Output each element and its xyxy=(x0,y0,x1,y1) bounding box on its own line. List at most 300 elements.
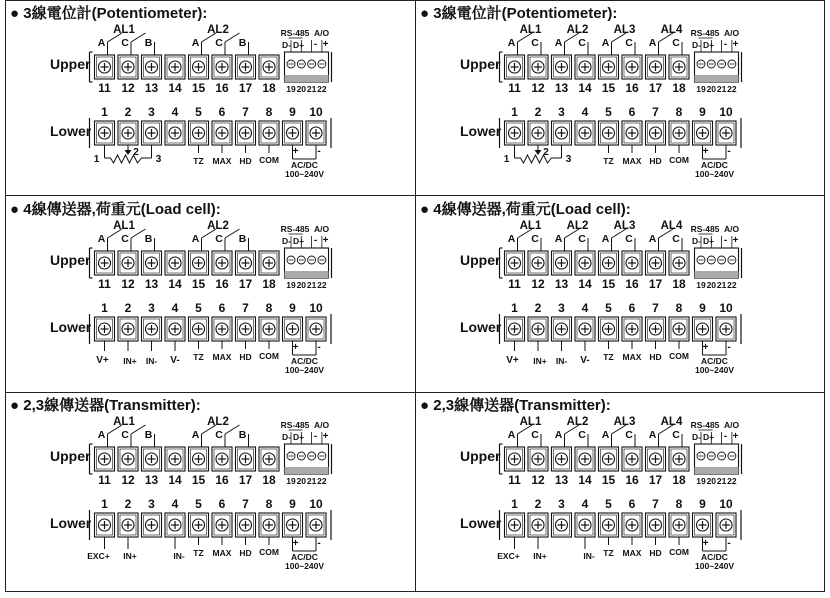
max-label: MAX xyxy=(212,156,232,166)
upper-terminal-number: 21 xyxy=(716,84,727,94)
lower-terminal-number: 8 xyxy=(675,497,683,511)
lower-terminal-number: 10 xyxy=(719,105,733,119)
screw-terminal xyxy=(528,55,548,79)
relay-letter-b: B xyxy=(144,37,153,49)
relay-letter-b: B xyxy=(238,37,247,49)
wiring-panel xyxy=(420,200,742,375)
screw-terminal xyxy=(142,55,162,79)
d-minus-label: D- xyxy=(282,40,291,50)
upper-terminal-number: 14 xyxy=(578,277,592,291)
relay-letter-c: C xyxy=(578,37,586,49)
lower-terminal-number: 8 xyxy=(265,105,273,119)
relay-letter-a: A xyxy=(601,233,610,245)
screw-terminal xyxy=(95,513,115,537)
upper-terminal-number: 11 xyxy=(98,81,111,95)
screw-terminal xyxy=(212,55,232,79)
ao-minus-label: - xyxy=(723,235,728,246)
screw-terminal xyxy=(189,317,209,341)
pot-resistor-icon xyxy=(105,155,152,163)
d-plus-label: D+ xyxy=(292,236,305,246)
ao-plus-label: + xyxy=(732,235,739,246)
screw-terminal xyxy=(528,121,548,145)
screw-terminal xyxy=(575,251,595,275)
panel-title: ● 3線電位計(Potentiometer): xyxy=(420,5,618,22)
upper-terminal-number: 16 xyxy=(215,81,229,95)
voltage-label: 100~240V xyxy=(285,169,324,179)
relay-letter-c: C xyxy=(531,233,539,245)
wiring-panel xyxy=(10,4,332,179)
screw-terminal xyxy=(693,317,713,341)
in-plus-label: IN+ xyxy=(123,551,137,561)
d-minus-label: D- xyxy=(692,236,701,246)
com-label: COM xyxy=(259,547,279,557)
screw-terminal xyxy=(505,317,525,341)
power-minus-label: - xyxy=(317,538,321,549)
voltage-label: 100~240V xyxy=(285,365,324,375)
screw-terminal xyxy=(552,55,572,79)
upper-row-label: Upper xyxy=(50,448,91,464)
lower-terminal-number: 4 xyxy=(581,105,589,119)
relay-letter-a: A xyxy=(191,233,200,245)
max-label: MAX xyxy=(212,352,232,362)
lower-terminal-number: 9 xyxy=(289,301,296,315)
screw-terminal xyxy=(165,317,185,341)
screw-terminal xyxy=(118,55,138,79)
screw-terminal xyxy=(118,513,138,537)
ao-minus-label: - xyxy=(313,235,318,246)
lower-terminal-number: 4 xyxy=(171,105,179,119)
screw-terminal xyxy=(259,251,279,275)
screw-terminal xyxy=(95,251,115,275)
upper-terminal-number: 14 xyxy=(168,81,182,95)
screw-terminal xyxy=(189,251,209,275)
comm-block-shade xyxy=(285,75,329,82)
alarm-label: AL1 xyxy=(113,24,135,36)
in-plus-label: IN+ xyxy=(533,551,547,561)
upper-terminal-number: 20 xyxy=(296,280,307,290)
upper-row-label: Upper xyxy=(50,252,91,268)
rs485-label: RS-485 xyxy=(280,420,310,430)
upper-terminal-number: 19 xyxy=(696,84,706,94)
comm-block-shade xyxy=(695,271,739,278)
upper-terminal-number: 20 xyxy=(296,84,307,94)
screw-terminal xyxy=(622,513,642,537)
alarm-label: AL2 xyxy=(207,24,229,36)
acdc-label: AC/DC xyxy=(291,552,318,562)
screw-terminal xyxy=(669,513,689,537)
lower-terminal-number: 4 xyxy=(581,497,589,511)
wiring-panel xyxy=(10,396,332,571)
screw-terminal xyxy=(189,447,209,471)
screw-terminal xyxy=(575,55,595,79)
screw-terminal xyxy=(165,513,185,537)
lower-terminal-number: 7 xyxy=(652,301,659,315)
lower-terminal-number: 3 xyxy=(558,497,565,511)
upper-terminal-number: 21 xyxy=(716,476,727,486)
upper-terminal-number: 16 xyxy=(625,473,639,487)
tz-label: TZ xyxy=(603,548,614,558)
lower-terminal-number: 8 xyxy=(265,301,273,315)
screw-terminal xyxy=(599,447,619,471)
lower-terminal-number: 1 xyxy=(101,497,108,511)
lower-terminal-number: 9 xyxy=(699,301,706,315)
screw-terminal xyxy=(118,447,138,471)
relay-letter-a: A xyxy=(648,233,657,245)
tz-label: TZ xyxy=(193,548,204,558)
d-minus-label: D- xyxy=(282,236,291,246)
screw-terminal xyxy=(212,447,232,471)
acdc-label: AC/DC xyxy=(701,160,728,170)
screw-terminal xyxy=(505,55,525,79)
lower-terminal-number: 2 xyxy=(124,497,132,511)
upper-terminal-number: 11 xyxy=(98,277,111,291)
upper-terminal-number: 18 xyxy=(262,277,276,291)
v-plus-label: V+ xyxy=(506,355,519,366)
screw-terminal xyxy=(599,513,619,537)
ao-plus-label: + xyxy=(322,39,329,50)
screw-terminal xyxy=(236,121,256,145)
lower-terminal-number: 9 xyxy=(289,497,296,511)
wiring-panel xyxy=(420,396,742,571)
power-minus-label: - xyxy=(317,342,321,353)
alarm-label: AL4 xyxy=(660,220,683,232)
lower-row-label: Lower xyxy=(50,319,92,335)
screw-terminal xyxy=(622,317,642,341)
rs485-label: RS-485 xyxy=(280,224,310,234)
screw-terminal xyxy=(575,317,595,341)
screw-terminal xyxy=(622,55,642,79)
upper-terminal-number: 17 xyxy=(238,473,253,487)
power-plus-label: + xyxy=(702,146,709,157)
screw-terminal xyxy=(528,317,548,341)
rs485-label: RS-485 xyxy=(690,420,720,430)
upper-terminal-number: 17 xyxy=(238,81,253,95)
screw-terminal xyxy=(259,513,279,537)
upper-terminal-number: 19 xyxy=(696,280,706,290)
ao-label: A/O xyxy=(313,420,330,430)
com-label: COM xyxy=(669,155,689,165)
comm-block-shade xyxy=(695,467,739,474)
upper-terminal-number: 15 xyxy=(601,277,616,291)
lower-terminal-number: 1 xyxy=(511,497,518,511)
upper-terminal-number: 18 xyxy=(672,473,686,487)
lower-terminal-number: 1 xyxy=(101,105,108,119)
screw-terminal xyxy=(236,251,256,275)
upper-terminal-number: 11 xyxy=(508,81,521,95)
screw-terminal xyxy=(212,251,232,275)
lower-terminal-number: 5 xyxy=(605,105,612,119)
panel-title: ● 2,3線傳送器(Transmitter): xyxy=(420,397,611,414)
com-label: COM xyxy=(259,351,279,361)
lower-terminal-number: 9 xyxy=(289,105,296,119)
d-minus-label: D- xyxy=(692,40,701,50)
v-minus-label: V- xyxy=(170,355,180,366)
screw-terminal xyxy=(552,513,572,537)
wiring-panel xyxy=(10,200,332,375)
lower-terminal-number: 8 xyxy=(675,105,683,119)
ao-minus-label: - xyxy=(313,39,318,50)
lower-terminal-number: 5 xyxy=(605,497,612,511)
lower-terminal-number: 5 xyxy=(195,497,202,511)
upper-row-label: Upper xyxy=(460,448,501,464)
ao-plus-label: + xyxy=(322,235,329,246)
exc-plus-label: EXC+ xyxy=(87,551,110,561)
lower-terminal-number: 3 xyxy=(148,301,155,315)
lower-terminal-number: 6 xyxy=(218,105,226,119)
lower-terminal-number: 5 xyxy=(605,301,612,315)
screw-terminal xyxy=(306,317,326,341)
screw-terminal xyxy=(189,55,209,79)
upper-terminal-number: 22 xyxy=(317,84,327,94)
upper-row-label: Upper xyxy=(460,56,501,72)
screw-terminal xyxy=(646,121,666,145)
screw-terminal xyxy=(283,317,303,341)
screw-terminal xyxy=(716,317,736,341)
screw-terminal xyxy=(259,447,279,471)
screw-terminal xyxy=(646,251,666,275)
screw-terminal xyxy=(236,317,256,341)
screw-terminal xyxy=(646,317,666,341)
lower-terminal-number: 6 xyxy=(218,497,226,511)
screw-terminal xyxy=(669,251,689,275)
relay-letter-b: B xyxy=(144,233,153,245)
in-minus-label: IN- xyxy=(173,551,185,561)
alarm-label: AL2 xyxy=(566,24,589,36)
upper-terminal-number: 14 xyxy=(578,81,592,95)
d-plus-label: D+ xyxy=(292,432,305,442)
comm-block-shade xyxy=(695,75,739,82)
screw-terminal xyxy=(259,55,279,79)
relay-letter-a: A xyxy=(554,429,563,441)
relay-letter-a: A xyxy=(97,37,106,49)
screw-terminal xyxy=(528,447,548,471)
tz-label: TZ xyxy=(603,352,614,362)
relay-letter-a: A xyxy=(554,233,563,245)
upper-terminal-number: 12 xyxy=(531,277,545,291)
relay-letter-b: B xyxy=(238,233,247,245)
screw-terminal xyxy=(599,121,619,145)
d-minus-label: D- xyxy=(282,432,291,442)
screw-terminal xyxy=(236,55,256,79)
ao-plus-label: + xyxy=(732,39,739,50)
screw-terminal xyxy=(142,251,162,275)
exc-plus-label: EXC+ xyxy=(497,551,520,561)
lower-terminal-number: 6 xyxy=(628,301,636,315)
screw-terminal xyxy=(669,55,689,79)
upper-terminal-number: 13 xyxy=(554,81,569,95)
relay-letter-c: C xyxy=(215,429,223,441)
lower-row-label: Lower xyxy=(460,319,502,335)
screw-terminal xyxy=(575,447,595,471)
screw-terminal xyxy=(622,121,642,145)
upper-terminal-number: 20 xyxy=(706,84,717,94)
upper-terminal-number: 19 xyxy=(286,476,296,486)
upper-terminal-number: 14 xyxy=(168,277,182,291)
lower-terminal-number: 5 xyxy=(195,105,202,119)
upper-terminal-number: 22 xyxy=(317,280,327,290)
relay-letter-a: A xyxy=(554,37,563,49)
screw-terminal xyxy=(165,251,185,275)
lower-terminal-number: 2 xyxy=(534,301,542,315)
relay-letter-c: C xyxy=(215,37,223,49)
relay-letter-a: A xyxy=(507,429,516,441)
v-minus-label: V- xyxy=(580,355,590,366)
relay-letter-c: C xyxy=(578,233,586,245)
rs485-label: RS-485 xyxy=(690,224,720,234)
upper-terminal-number: 13 xyxy=(144,81,159,95)
screw-terminal xyxy=(165,447,185,471)
lower-terminal-number: 9 xyxy=(699,105,706,119)
voltage-label: 100~240V xyxy=(285,561,324,571)
upper-terminal-number: 13 xyxy=(554,277,569,291)
upper-terminal-number: 21 xyxy=(306,476,317,486)
screw-terminal xyxy=(505,513,525,537)
upper-terminal-number: 17 xyxy=(648,277,663,291)
upper-row-label: Upper xyxy=(50,56,91,72)
upper-terminal-number: 15 xyxy=(601,473,616,487)
com-label: COM xyxy=(259,155,279,165)
relay-letter-a: A xyxy=(191,37,200,49)
screw-terminal xyxy=(95,55,115,79)
alarm-label: AL1 xyxy=(519,416,542,428)
in-minus-label: IN- xyxy=(145,356,158,366)
lower-terminal-number: 5 xyxy=(195,301,202,315)
panel-title: ● 4線傳送器,荷重元(Load cell): xyxy=(10,201,221,218)
upper-terminal-number: 19 xyxy=(696,476,706,486)
screw-terminal xyxy=(306,121,326,145)
relay-letter-c: C xyxy=(121,429,129,441)
screw-terminal xyxy=(142,121,162,145)
in-plus-label: IN+ xyxy=(123,356,137,366)
com-label: COM xyxy=(669,547,689,557)
d-plus-label: D+ xyxy=(702,236,715,246)
screw-terminal xyxy=(693,513,713,537)
ao-plus-label: + xyxy=(322,431,329,442)
relay-letter-b: B xyxy=(144,429,153,441)
ao-minus-label: - xyxy=(313,431,318,442)
upper-terminal-number: 22 xyxy=(727,84,737,94)
lower-terminal-number: 8 xyxy=(265,497,273,511)
acdc-label: AC/DC xyxy=(291,356,318,366)
pot-end-1-label: 1 xyxy=(503,154,510,165)
panel-title: ● 4線傳送器,荷重元(Load cell): xyxy=(420,201,631,218)
ao-label: A/O xyxy=(723,420,740,430)
upper-terminal-number: 18 xyxy=(672,81,686,95)
upper-terminal-number: 18 xyxy=(672,277,686,291)
screw-terminal xyxy=(95,317,115,341)
upper-terminal-number: 13 xyxy=(144,277,159,291)
upper-row-label: Upper xyxy=(460,252,501,268)
lower-terminal-number: 6 xyxy=(628,497,636,511)
pot-end-3-label: 3 xyxy=(565,154,572,165)
relay-letter-c: C xyxy=(531,37,539,49)
d-minus-label: D- xyxy=(692,432,701,442)
relay-letter-c: C xyxy=(578,429,586,441)
v-plus-label: V+ xyxy=(96,355,109,366)
alarm-label: AL2 xyxy=(566,220,589,232)
relay-letter-c: C xyxy=(215,233,223,245)
screw-terminal xyxy=(716,121,736,145)
relay-letter-c: C xyxy=(672,233,680,245)
upper-terminal-number: 16 xyxy=(215,277,229,291)
lower-terminal-number: 8 xyxy=(675,301,683,315)
relay-letter-a: A xyxy=(648,429,657,441)
lower-terminal-number: 7 xyxy=(242,301,249,315)
upper-terminal-number: 20 xyxy=(706,476,717,486)
rs485-label: RS-485 xyxy=(690,28,720,38)
upper-terminal-number: 12 xyxy=(121,473,135,487)
panel-title: ● 2,3線傳送器(Transmitter): xyxy=(10,397,201,414)
relay-letter-a: A xyxy=(97,429,106,441)
d-plus-label: D+ xyxy=(702,432,715,442)
wiring-panel xyxy=(420,4,742,179)
upper-terminal-number: 13 xyxy=(554,473,569,487)
ao-minus-label: - xyxy=(723,39,728,50)
screw-terminal xyxy=(646,55,666,79)
upper-terminal-number: 15 xyxy=(191,81,206,95)
max-label: MAX xyxy=(212,548,232,558)
pot-wiper-label: 2 xyxy=(133,147,139,158)
panels-container xyxy=(10,4,742,571)
lower-row-label: Lower xyxy=(460,515,502,531)
screw-terminal xyxy=(599,251,619,275)
screw-terminal xyxy=(142,447,162,471)
screw-terminal xyxy=(669,121,689,145)
ao-label: A/O xyxy=(723,224,740,234)
screw-terminal xyxy=(165,121,185,145)
power-plus-label: + xyxy=(292,146,299,157)
screw-terminal xyxy=(212,317,232,341)
relay-letter-c: C xyxy=(625,37,633,49)
relay-letter-c: C xyxy=(672,37,680,49)
screw-terminal xyxy=(552,251,572,275)
lower-row-label: Lower xyxy=(50,515,92,531)
lower-terminal-number: 2 xyxy=(124,301,132,315)
upper-terminal-number: 20 xyxy=(296,476,307,486)
pot-end-3-label: 3 xyxy=(155,154,162,165)
comm-block-shade xyxy=(285,467,329,474)
screw-terminal xyxy=(118,121,138,145)
tz-label: TZ xyxy=(193,352,204,362)
lower-terminal-number: 10 xyxy=(309,497,323,511)
screw-terminal xyxy=(552,317,572,341)
lower-terminal-number: 1 xyxy=(511,105,518,119)
relay-letter-a: A xyxy=(97,233,106,245)
rs485-label: RS-485 xyxy=(280,28,310,38)
lower-terminal-number: 6 xyxy=(218,301,226,315)
in-plus-label: IN+ xyxy=(533,356,547,366)
upper-terminal-number: 21 xyxy=(306,84,317,94)
relay-letter-a: A xyxy=(507,37,516,49)
d-plus-label: D+ xyxy=(702,40,715,50)
max-label: MAX xyxy=(622,156,642,166)
upper-terminal-number: 12 xyxy=(531,473,545,487)
screw-terminal xyxy=(283,121,303,145)
screw-terminal xyxy=(528,251,548,275)
screw-terminal xyxy=(236,447,256,471)
lower-terminal-number: 10 xyxy=(309,301,323,315)
upper-terminal-number: 16 xyxy=(625,277,639,291)
upper-terminal-number: 14 xyxy=(578,473,592,487)
in-minus-label: IN- xyxy=(583,551,595,561)
power-plus-label: + xyxy=(702,538,709,549)
power-minus-label: - xyxy=(727,342,731,353)
upper-terminal-number: 15 xyxy=(191,277,206,291)
screw-terminal xyxy=(95,447,115,471)
alarm-label: AL1 xyxy=(519,220,542,232)
upper-terminal-number: 21 xyxy=(716,280,727,290)
pot-wiper-label: 2 xyxy=(543,147,549,158)
